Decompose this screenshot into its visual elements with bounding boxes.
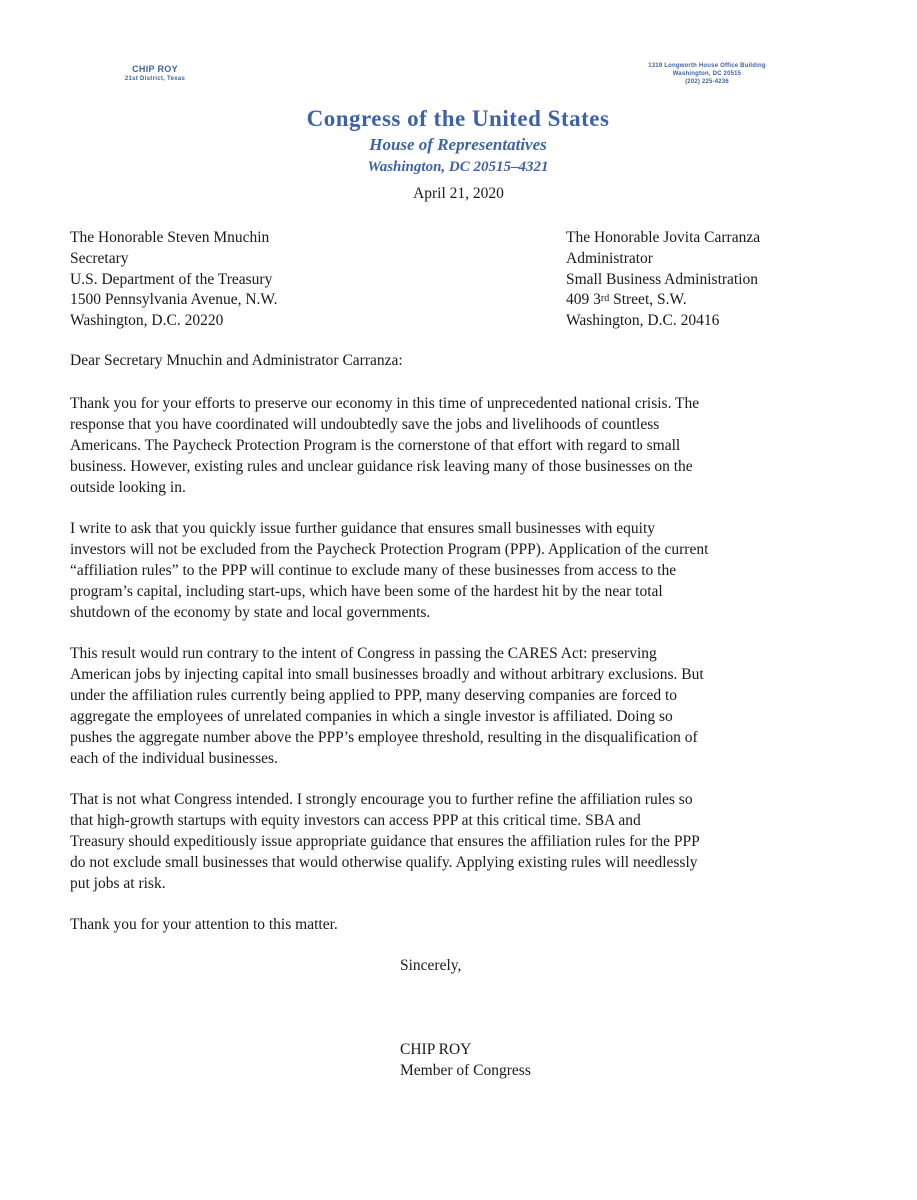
body-paragraph	[70, 394, 860, 499]
paragraph-line: investors will not be excluded from the Paycheck Protection Program (PPP). Application of the current	[70, 540, 709, 558]
street-number: 409 3	[566, 291, 601, 309]
office-address-line: (202) 225-4236	[685, 79, 729, 85]
body-paragraph	[70, 519, 860, 624]
paragraph-line: put jobs at risk.	[70, 874, 166, 892]
letterhead-member-district: 21st District, Texas	[124, 76, 186, 82]
paragraph-line: that high-growth startups with equity investors can access PPP at this critical time. SBA and	[70, 811, 641, 829]
recipient-line: Secretary	[70, 249, 129, 267]
paragraph-line: response that you have coordinated will undoubtedly save the jobs and livelihoods of countless	[70, 415, 660, 433]
paragraph-line: program’s capital, including start-ups, which have been some of the hardest hit by the near total	[70, 582, 663, 600]
letterhead-member-block	[100, 64, 210, 82]
paragraph-line: American jobs by injecting capital into small businesses broadly and without arbitrary exclusions. But	[70, 665, 704, 683]
recipient-treasury	[70, 228, 278, 332]
body-paragraph	[70, 915, 860, 936]
paragraph-line: “affiliation rules” to the PPP will continue to exclude many of these businesses from access to the	[70, 561, 677, 579]
closing: Sincerely,	[400, 957, 462, 974]
paragraph-line: aggregate the employees of unrelated companies in which a single investor is affiliated. Doing so	[70, 707, 673, 725]
office-address-line: Washington, DC 20515	[672, 71, 742, 77]
paragraph-line: I write to ask that you quickly issue further guidance that ensures small businesses with equity	[70, 520, 656, 537]
letterhead-member-name: CHIP ROY	[132, 64, 178, 74]
recipient-line: 1500 Pennsylvania Avenue, N.W.	[70, 291, 278, 309]
body-paragraph	[70, 644, 860, 769]
recipient-line: Administrator	[566, 249, 653, 267]
signer-title: Member of Congress	[400, 1061, 531, 1079]
letter-date: April 21, 2020	[413, 185, 504, 202]
recipient-line	[566, 290, 760, 311]
paragraph-line: do not exclude small businesses that would otherwise qualify. Applying existing rules will needlessly	[70, 853, 698, 871]
recipient-line: The Honorable Jovita Carranza	[566, 229, 761, 246]
paragraph-line: each of the individual businesses.	[70, 749, 278, 767]
recipient-sba	[566, 228, 760, 332]
paragraph-line: That is not what Congress intended. I strongly encourage you to further refine the affiliation rules so	[70, 791, 693, 808]
recipient-line: Washington, D.C. 20416	[566, 312, 720, 330]
recipient-line: U.S. Department of the Treasury	[70, 270, 273, 288]
recipient-line: Small Business Administration	[566, 270, 759, 288]
recipient-line: The Honorable Steven Mnuchin	[70, 229, 270, 246]
office-address-line: 1319 Longworth House Office Building	[648, 63, 766, 69]
masthead-address: Washington, DC 20515–4321	[367, 159, 549, 175]
letterhead-office-address	[632, 62, 782, 86]
paragraph-line: Treasury should expeditiously issue appropriate guidance that ensures the affiliation rules for the PPP	[70, 832, 700, 850]
street-name: Street, S.W.	[609, 291, 687, 309]
paragraph-line: Americans. The Paycheck Protection Program is the cornerstone of that effort with regard to small	[70, 436, 681, 454]
paragraph-line: business. However, existing rules and unclear guidance risk leaving many of those businesses on the	[70, 457, 693, 475]
recipient-line: Washington, D.C. 20220	[70, 312, 224, 330]
paragraph-line: This result would run contrary to the intent of Congress in passing the CARES Act: preserving	[70, 645, 657, 662]
letterhead-masthead	[258, 104, 658, 178]
salutation: Dear Secretary Mnuchin and Administrator Carranza:	[70, 352, 403, 369]
paragraph-line: Thank you for your efforts to preserve our economy in this time of unprecedented national crisis. The	[70, 395, 700, 412]
ordinal-suffix: rd	[600, 293, 610, 305]
paragraph-line: outside looking in.	[70, 478, 186, 496]
paragraph-line: pushes the aggregate number above the PPP’s employee threshold, resulting in the disqualification of	[70, 728, 698, 746]
paragraph-line: Thank you for your attention to this matter.	[70, 916, 338, 933]
signer-name: CHIP ROY	[400, 1041, 472, 1058]
body-paragraph	[70, 790, 860, 895]
masthead-house: House of Representatives	[369, 135, 547, 154]
signature-block	[400, 1040, 531, 1082]
paragraph-line: shutdown of the economy by state and local governments.	[70, 603, 431, 621]
masthead-congress: Congress of the United States	[306, 106, 610, 131]
paragraph-line: under the affiliation rules currently being applied to PPP, many deserving companies are forced to	[70, 686, 678, 704]
